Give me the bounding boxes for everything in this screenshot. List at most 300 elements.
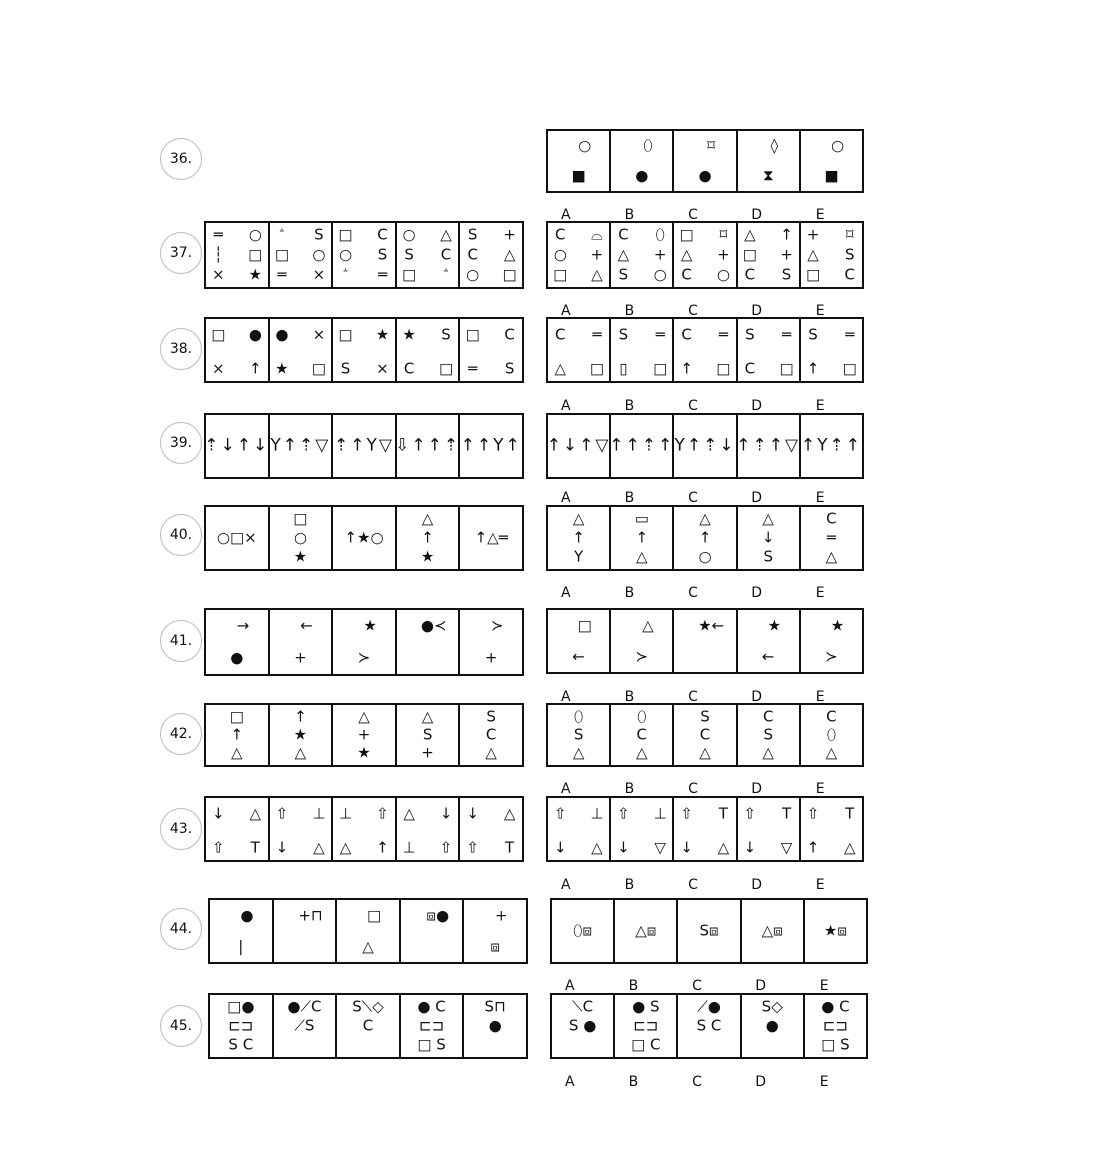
answer-option-c[interactable]	[674, 131, 737, 191]
symbol-glyph: ↑⇡↑▽	[736, 435, 801, 456]
option-label-c: C	[688, 490, 698, 506]
answer-option-c[interactable]	[678, 995, 741, 1057]
sequence-frame	[401, 995, 465, 1057]
answer-option-b[interactable]	[615, 995, 678, 1057]
option-label-d: D	[751, 689, 762, 705]
option-label-d: D	[751, 585, 762, 601]
symbol-glyph: ↑↑Y↑	[460, 435, 522, 456]
symbol-glyph: Y	[574, 547, 584, 566]
option-label-b: B	[624, 303, 635, 319]
symbol-glyph: ★	[248, 265, 262, 284]
option-label-e: E	[815, 877, 825, 893]
symbol-glyph: ★←	[698, 616, 725, 634]
symbol-glyph: ⇧	[806, 804, 820, 822]
symbol-glyph: +	[484, 648, 498, 667]
symbol-glyph: ⇧	[617, 804, 630, 822]
sequence-frame	[337, 900, 401, 962]
sequence-frame	[464, 995, 526, 1057]
option-label-b: B	[624, 585, 635, 601]
symbol-glyph: △	[503, 804, 516, 822]
sequence-frame	[337, 995, 401, 1057]
symbol-glyph: C	[467, 245, 478, 264]
symbol-glyph: △	[339, 838, 352, 857]
symbol-glyph: C	[504, 325, 515, 343]
symbol-glyph: C	[636, 725, 648, 744]
question-number: 43.	[160, 808, 202, 850]
option-label-e: E	[815, 490, 825, 506]
symbol-glyph: |	[238, 937, 244, 955]
symbol-glyph: □	[293, 509, 308, 528]
symbol-glyph: C	[403, 359, 415, 378]
answer-option-d[interactable]	[738, 223, 801, 287]
symbol-glyph: □ S	[417, 1035, 446, 1054]
symbol-glyph: △	[591, 838, 603, 857]
option-label-d: D	[751, 398, 762, 414]
question-number: 36.	[160, 138, 202, 180]
symbol-glyph: ⊥	[590, 804, 604, 822]
question-number: 42.	[160, 713, 202, 755]
symbol-glyph: S	[618, 265, 629, 284]
answer-option-c[interactable]	[674, 705, 737, 765]
problem-figure-sequence	[204, 608, 524, 676]
answer-option-e[interactable]	[801, 131, 862, 191]
option-label-c: C	[688, 585, 698, 601]
option-label-b: B	[628, 1074, 639, 1090]
symbol-glyph: △	[572, 509, 585, 528]
symbol-glyph: S	[700, 707, 710, 726]
question-number: 45.	[160, 1005, 202, 1047]
option-label-a: A	[561, 490, 571, 506]
symbol-glyph: □	[465, 325, 480, 343]
symbol-glyph: ≻	[825, 647, 838, 665]
symbol-glyph: S	[745, 325, 755, 343]
symbol-glyph: S	[781, 265, 792, 284]
symbol-glyph: □	[367, 906, 382, 924]
answer-option-e[interactable]	[805, 900, 866, 962]
option-label-c: C	[688, 398, 698, 414]
symbol-glyph: ═	[592, 325, 602, 343]
symbol-glyph: △	[680, 245, 693, 264]
symbol-glyph: ×	[312, 325, 326, 343]
symbol-glyph: ⬯⧈	[573, 921, 593, 940]
answer-option-a[interactable]	[548, 798, 611, 860]
answer-option-e[interactable]	[805, 995, 866, 1057]
answer-option-a[interactable]	[548, 319, 611, 381]
symbol-glyph: ↑	[572, 528, 585, 547]
answer-options-strip	[546, 703, 864, 767]
answer-options-strip	[550, 898, 868, 964]
symbol-glyph: +	[717, 245, 730, 264]
question-number: 44.	[160, 908, 202, 950]
question-number: 41.	[160, 620, 202, 662]
symbol-glyph: ●	[275, 325, 289, 343]
symbol-glyph: S	[314, 225, 324, 244]
symbol-glyph: ★⧈	[823, 921, 847, 940]
answer-option-c[interactable]	[678, 900, 741, 962]
answer-option-e[interactable]	[801, 610, 862, 672]
answer-option-c[interactable]	[674, 798, 737, 860]
symbol-glyph: S	[763, 725, 773, 744]
symbol-glyph: ⧗	[762, 166, 774, 185]
symbol-glyph: □	[211, 325, 226, 343]
option-label-d: D	[751, 207, 762, 223]
symbol-glyph: △	[762, 743, 774, 762]
symbol-glyph: ↓	[617, 838, 630, 857]
symbol-glyph: +	[780, 245, 793, 264]
answer-option-d[interactable]	[738, 610, 801, 672]
answer-option-c[interactable]	[674, 507, 737, 569]
answer-option-d[interactable]	[738, 319, 801, 381]
symbol-glyph: △⧈	[635, 921, 657, 940]
symbol-glyph: ⊥	[653, 804, 667, 822]
symbol-glyph: ═	[718, 325, 728, 343]
problem-figure-sequence	[204, 413, 524, 479]
symbol-glyph: ★	[420, 547, 435, 566]
problem-figure-sequence	[208, 993, 528, 1059]
symbol-glyph: ×	[212, 265, 225, 284]
answer-option-d[interactable]	[738, 415, 801, 477]
answer-option-b[interactable]	[611, 131, 674, 191]
symbol-glyph: ↓	[553, 838, 567, 857]
sequence-frame	[206, 798, 270, 860]
symbol-glyph: ●	[248, 325, 262, 343]
symbol-glyph: ═	[277, 265, 287, 284]
answer-option-b[interactable]	[611, 223, 674, 287]
symbol-glyph: ↑↓↑▽	[546, 435, 611, 456]
symbol-glyph: S⧈	[699, 921, 719, 940]
option-label-e: E	[815, 303, 825, 319]
option-label-b: B	[624, 781, 635, 797]
answer-option-a[interactable]	[548, 610, 611, 672]
option-label-c: C	[692, 1074, 702, 1090]
sequence-frame	[270, 319, 334, 381]
symbol-glyph: ×	[376, 359, 389, 378]
symbol-glyph: C	[744, 359, 756, 378]
symbol-glyph: +	[653, 245, 667, 264]
symbol-glyph: ↓	[743, 838, 757, 857]
option-label-e: E	[815, 781, 825, 797]
symbol-glyph: ⬯	[573, 707, 584, 726]
symbol-glyph: △	[421, 707, 434, 726]
symbol-glyph: ★	[402, 325, 416, 343]
sequence-frame	[274, 995, 338, 1057]
symbol-glyph: ⇧	[680, 804, 693, 822]
answer-options-strip	[546, 221, 864, 289]
symbol-glyph: △	[572, 743, 585, 762]
option-label-c: C	[692, 978, 702, 994]
symbol-glyph: ★	[293, 725, 308, 744]
symbol-glyph: △	[362, 937, 374, 955]
symbol-glyph: △	[440, 225, 452, 244]
option-label-a: A	[561, 781, 571, 797]
symbol-glyph: □	[248, 245, 263, 264]
question-number: 38.	[160, 328, 202, 370]
symbol-glyph: T	[845, 804, 855, 822]
answer-option-c[interactable]	[674, 415, 737, 477]
answer-option-a[interactable]	[548, 223, 611, 287]
option-label-c: C	[688, 689, 698, 705]
symbol-glyph: S	[377, 245, 388, 264]
option-label-a: A	[565, 1074, 575, 1090]
symbol-glyph: C	[826, 707, 837, 726]
sequence-frame	[460, 610, 522, 674]
symbol-glyph: ⧈●	[426, 906, 450, 924]
symbol-glyph: ⇧	[466, 838, 479, 857]
problem-figure-sequence	[204, 703, 524, 767]
answer-option-e[interactable]	[801, 223, 862, 287]
symbol-glyph: ★	[375, 325, 390, 343]
symbol-glyph: ⌑	[719, 225, 728, 244]
symbol-glyph: ←	[572, 647, 585, 665]
answer-option-b[interactable]	[615, 900, 678, 962]
sequence-frame	[206, 415, 270, 477]
symbol-glyph: S	[422, 725, 433, 744]
symbol-glyph: ◊	[770, 136, 779, 155]
symbol-glyph: ★	[830, 616, 845, 634]
option-label-d: D	[755, 978, 766, 994]
option-label-a: A	[561, 689, 571, 705]
symbol-glyph: △	[699, 743, 711, 762]
symbol-glyph: ⇩↑↑⇡	[395, 435, 461, 456]
symbol-glyph: △	[294, 743, 307, 762]
sequence-frame	[397, 507, 461, 569]
answer-option-a[interactable]	[548, 131, 611, 191]
symbol-glyph: C	[362, 1016, 374, 1035]
symbol-glyph: ▭	[634, 509, 649, 528]
symbol-glyph: △	[825, 743, 838, 762]
symbol-glyph: S	[404, 245, 414, 264]
symbol-glyph: T	[250, 838, 260, 857]
symbol-glyph: △	[744, 225, 756, 244]
symbol-glyph: ═	[213, 225, 223, 244]
option-label-b: B	[628, 978, 639, 994]
symbol-glyph: ▯	[619, 359, 628, 378]
symbol-glyph: S	[486, 707, 496, 726]
symbol-glyph: ⌓	[591, 225, 603, 244]
symbol-glyph: △⧈	[761, 921, 783, 940]
symbol-glyph: ↑△═	[474, 528, 508, 547]
option-label-d: D	[751, 877, 762, 893]
symbol-glyph: □	[338, 225, 353, 244]
symbol-glyph: ●	[698, 166, 712, 185]
symbol-glyph: □	[653, 359, 668, 378]
answer-option-a[interactable]	[552, 900, 615, 962]
symbol-glyph: C	[440, 245, 452, 264]
symbol-glyph: □	[438, 359, 454, 378]
answer-option-e[interactable]	[801, 507, 862, 569]
symbol-glyph: ⇧	[275, 804, 289, 822]
symbol-glyph: ═	[845, 325, 855, 343]
option-label-b: B	[624, 490, 635, 506]
answer-option-a[interactable]	[548, 507, 611, 569]
answer-options-strip	[546, 796, 864, 862]
answer-option-c[interactable]	[674, 610, 737, 672]
symbol-glyph: ○	[312, 245, 326, 264]
symbol-glyph: C	[699, 725, 711, 744]
symbol-glyph: ⊥	[312, 804, 326, 822]
symbol-glyph: ⬯	[643, 136, 653, 155]
sequence-frame	[397, 610, 461, 674]
symbol-glyph: ⟍C	[572, 997, 594, 1016]
symbol-glyph: △	[358, 707, 370, 726]
symbol-glyph: ○	[553, 245, 567, 264]
symbol-glyph: △	[636, 743, 648, 762]
symbol-glyph: □	[553, 265, 568, 284]
symbol-glyph: +	[357, 725, 371, 744]
option-label-a: A	[561, 398, 571, 414]
symbol-glyph: □●	[227, 997, 255, 1016]
sequence-frame	[206, 705, 270, 765]
symbol-glyph: S	[808, 325, 818, 343]
symbol-glyph: S C	[696, 1016, 722, 1035]
answer-option-c[interactable]	[674, 319, 737, 381]
symbol-glyph: ←	[300, 616, 313, 635]
question-number: 37.	[160, 232, 202, 274]
symbol-glyph: ↓	[680, 838, 693, 857]
symbol-glyph: ○	[653, 265, 667, 284]
symbol-glyph: △	[843, 838, 856, 857]
sequence-frame	[460, 319, 522, 381]
symbol-glyph: ★	[363, 616, 377, 635]
sequence-frame	[401, 900, 465, 962]
answer-options-strip	[546, 505, 864, 571]
symbol-glyph: ⬯	[637, 707, 647, 726]
sequence-frame	[210, 900, 274, 962]
answer-option-a[interactable]	[552, 995, 615, 1057]
symbol-glyph: S	[763, 547, 773, 566]
symbol-glyph: □	[311, 359, 326, 378]
answer-options-strip	[546, 129, 864, 193]
symbol-glyph: ↑	[376, 838, 389, 857]
symbol-glyph: +	[806, 225, 820, 244]
answer-option-d[interactable]	[738, 798, 801, 860]
sequence-frame	[397, 319, 461, 381]
symbol-glyph: S	[845, 245, 855, 264]
symbol-glyph: Y↑⇡▽	[270, 435, 331, 456]
sequence-frame	[460, 223, 522, 287]
option-label-a: A	[561, 585, 571, 601]
symbol-glyph: ●	[240, 906, 254, 924]
answer-option-d[interactable]	[738, 507, 801, 569]
symbol-glyph: □	[842, 359, 857, 378]
answer-option-b[interactable]	[611, 415, 674, 477]
sequence-frame	[270, 223, 334, 287]
sequence-frame	[270, 798, 334, 860]
symbol-glyph: △	[762, 509, 774, 528]
sequence-frame	[270, 610, 334, 674]
symbol-glyph: S ●	[568, 1016, 597, 1035]
symbol-glyph: ×	[312, 265, 326, 284]
answer-option-b[interactable]	[611, 507, 674, 569]
symbol-glyph: □	[274, 245, 289, 264]
answer-option-e[interactable]	[801, 319, 862, 381]
symbol-glyph: S	[504, 359, 515, 378]
symbol-glyph: ○	[830, 136, 845, 155]
symbol-glyph: ● S	[632, 997, 660, 1016]
symbol-glyph: ●≺	[420, 616, 447, 635]
symbol-glyph: S◇	[761, 997, 783, 1016]
symbol-glyph: ⌑	[707, 136, 715, 155]
sequence-frame	[397, 223, 461, 287]
answer-option-d[interactable]	[742, 900, 805, 962]
option-label-e: E	[815, 207, 825, 223]
symbol-glyph: ↓	[466, 804, 479, 822]
symbol-glyph: ═	[468, 359, 478, 378]
symbol-glyph: ○	[698, 547, 712, 566]
answer-option-e[interactable]	[801, 415, 862, 477]
option-label-d: D	[751, 781, 762, 797]
option-label-b: B	[624, 207, 635, 223]
sequence-frame	[464, 900, 526, 962]
answer-option-e[interactable]	[801, 705, 862, 765]
sequence-frame	[206, 319, 270, 381]
sequence-frame	[270, 705, 334, 765]
symbol-glyph: ○	[338, 245, 353, 264]
symbol-glyph: ○	[466, 265, 480, 284]
answer-option-b[interactable]	[611, 705, 674, 765]
sequence-frame	[206, 507, 270, 569]
symbol-glyph: ●	[635, 166, 649, 185]
symbol-glyph: ○	[402, 225, 416, 244]
symbol-glyph: T	[718, 804, 728, 822]
symbol-glyph: ↑↑⇡↑	[609, 435, 675, 456]
symbol-glyph: →	[236, 616, 250, 635]
sequence-frame	[460, 705, 522, 765]
sequence-frame	[206, 610, 270, 674]
sequence-frame	[460, 415, 522, 477]
sequence-frame	[333, 610, 397, 674]
answer-option-a[interactable]	[548, 705, 611, 765]
answer-option-e[interactable]	[801, 798, 862, 860]
symbol-glyph: ★	[275, 359, 289, 378]
option-label-c: C	[688, 781, 698, 797]
problem-figure-sequence	[204, 505, 524, 571]
symbol-glyph: ★	[767, 616, 782, 634]
symbol-glyph: ═	[782, 325, 792, 343]
symbol-glyph: ↑	[780, 225, 793, 244]
answer-option-d[interactable]	[742, 995, 805, 1057]
symbol-glyph: C	[618, 225, 629, 244]
option-label-e: E	[819, 978, 829, 994]
symbol-glyph: ⟋S	[294, 1016, 315, 1035]
symbol-glyph: T	[505, 838, 515, 857]
answer-option-d[interactable]	[738, 705, 801, 765]
answer-option-c[interactable]	[674, 223, 737, 287]
symbol-glyph: □ C	[631, 1035, 661, 1054]
answer-option-d[interactable]	[738, 131, 801, 191]
answer-option-a[interactable]	[548, 415, 611, 477]
symbol-glyph: ●	[488, 1016, 502, 1035]
question-number: 39.	[160, 422, 202, 464]
symbol-glyph: ↓	[275, 838, 289, 857]
symbol-glyph: ⊏⊐	[228, 1016, 254, 1035]
symbol-glyph: S⟍◇	[352, 997, 384, 1016]
question-number: 40.	[160, 514, 202, 556]
answer-option-b[interactable]	[611, 610, 674, 672]
symbol-glyph: △	[807, 245, 819, 264]
symbol-glyph: ⇧	[376, 804, 389, 822]
symbol-glyph: □	[716, 359, 731, 378]
answer-option-b[interactable]	[611, 798, 674, 860]
symbol-glyph: □	[229, 707, 244, 726]
symbol-glyph: ↓	[761, 528, 775, 547]
answer-option-b[interactable]	[611, 319, 674, 381]
symbol-glyph: ≻	[491, 616, 504, 635]
symbol-glyph: S C	[228, 1035, 254, 1054]
symbol-glyph: C	[762, 707, 774, 726]
symbol-glyph: □	[742, 245, 757, 264]
sequence-frame	[210, 995, 274, 1057]
